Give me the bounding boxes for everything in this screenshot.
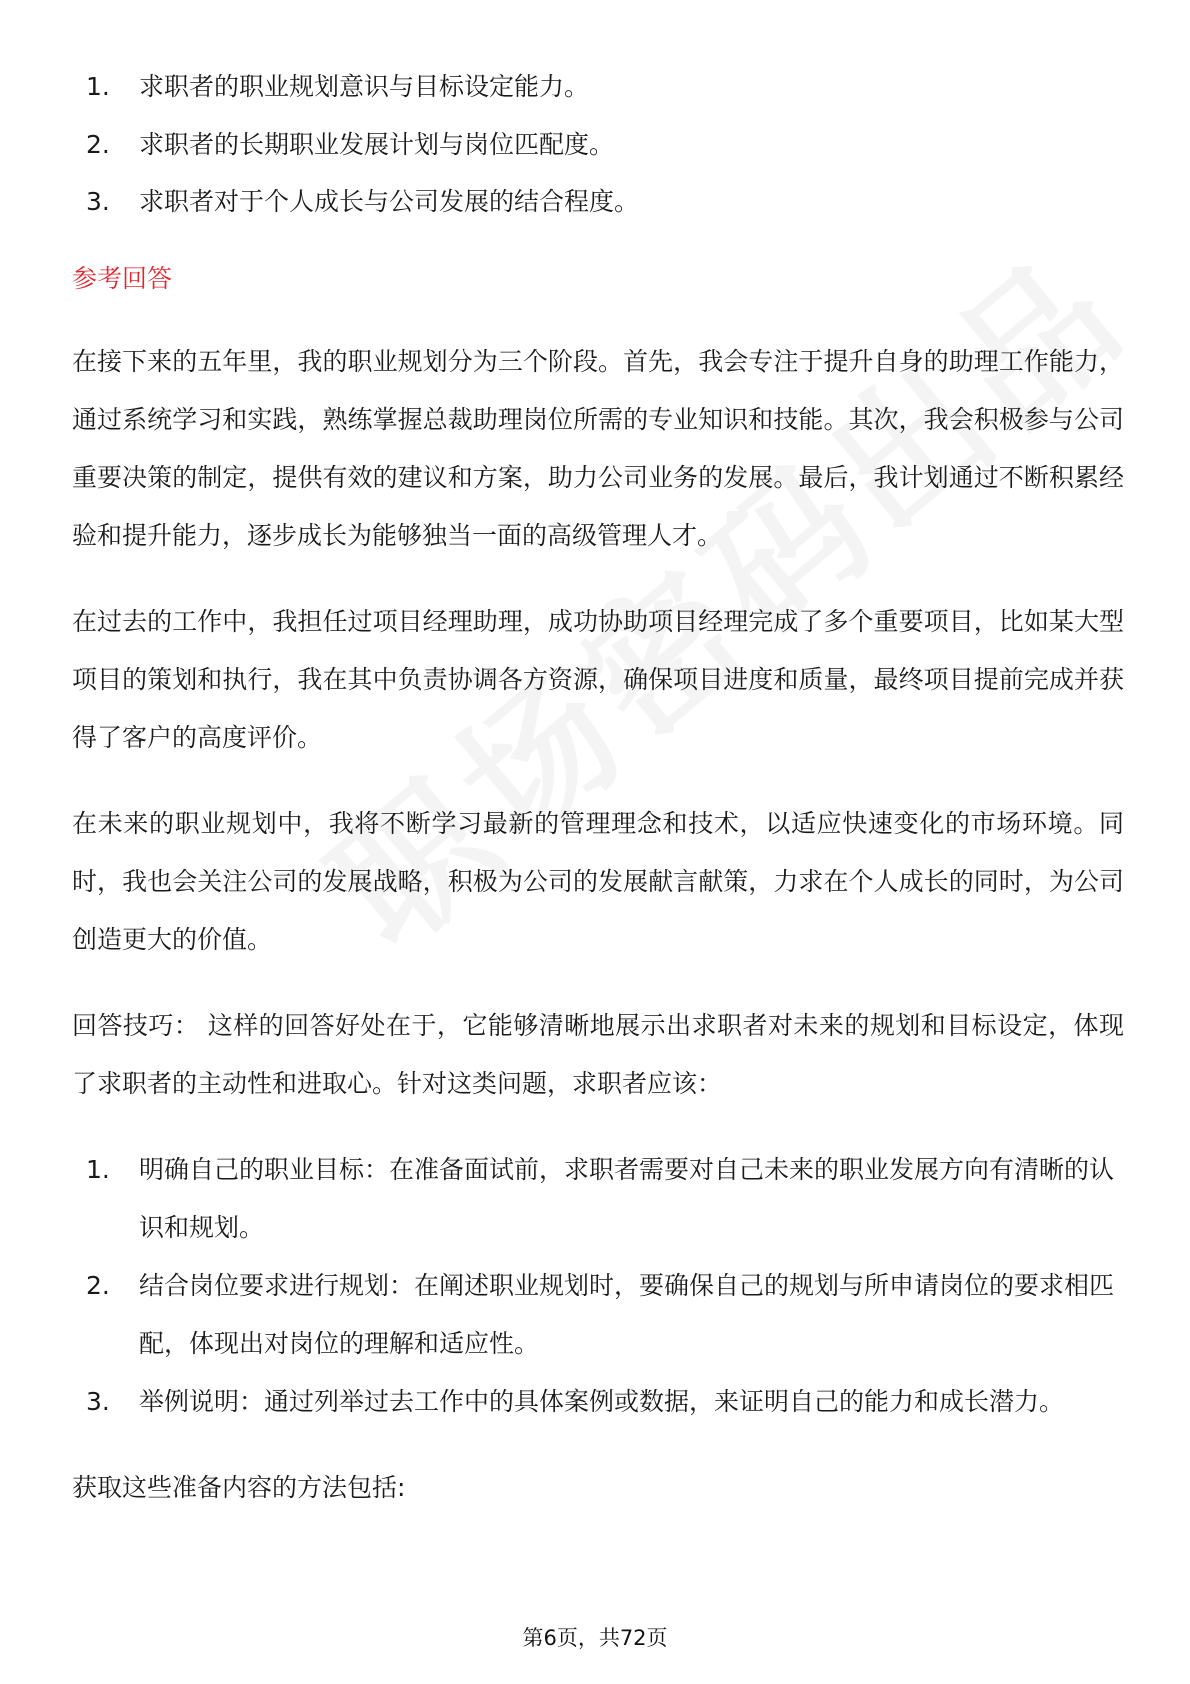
closing-line: 获取这些准备内容的方法包括: — [72, 1472, 406, 1502]
list-item — [86, 58, 1124, 116]
list-item-text: 结合岗位要求进行规划：在阐述职业规划时，要确保自己的规划与所申请岗位的要求相匹配，体现出对岗位的理解和适应性。 — [139, 1270, 1115, 1358]
list-item — [86, 173, 1124, 231]
list-item-index: 3. — [86, 187, 110, 216]
section-title-reference-answer: 参考回答 — [72, 263, 173, 293]
tips-intro-paragraph: 回答技巧： 这样的回答好处在于，它能够清晰地展示出求职者对未来的规划和目标设定，体现了求职者的主动性和进取心。针对这类问题，求职者应该： — [72, 1010, 1124, 1098]
list-item — [86, 1257, 1124, 1373]
list-item-index: 1. — [86, 1154, 110, 1184]
list-item-index: 2. — [86, 1270, 110, 1300]
list-item — [86, 1141, 1124, 1257]
answer-paragraph: 在接下来的五年里，我的职业规划分为三个阶段。首先，我会专注于提升自身的助理工作能力，通过系统学习和实践，熟练掌握总裁助理岗位所需的专业知识和技能。其次，我会积极参与公司重要决策的制定，提供有效的建议和方案，助力公司业务的发展。最后，我计划通过不断积累经验和提升能力，逐步成长为能够独当一面的高级管理人才。 — [72, 346, 1124, 550]
list-item-index: 3. — [86, 1386, 110, 1416]
list-item-text: 求职者的职业规划意识与目标设定能力。 — [139, 72, 590, 101]
answer-paragraph: 在过去的工作中，我担任过项目经理助理，成功协助项目经理完成了多个重要项目，比如某大型项目的策划和执行，我在其中负责协调各方资源，确保项目进度和质量，最终项目提前完成并获得了客户的高度评价。 — [72, 606, 1124, 752]
tips-list — [72, 1141, 1124, 1431]
list-item-text: 举例说明：通过列举过去工作中的具体案例或数据，来证明自己的能力和成长潜力。 — [139, 1386, 1065, 1416]
list-item-text: 求职者的长期职业发展计划与岗位匹配度。 — [139, 129, 615, 159]
list-item — [86, 1373, 1124, 1431]
list-item-index: 2. — [86, 129, 110, 159]
answer-paragraph: 在未来的职业规划中，我将不断学习最新的管理理念和技术，以适应快速变化的市场环境。同时，我也会关注公司的发展战略，积极为公司的发展献言献策，力求在个人成长的同时，为公司创造更大的价值。 — [72, 808, 1124, 954]
page-content — [72, 58, 1124, 1545]
assessment-points-list — [72, 58, 1124, 231]
list-item — [86, 116, 1124, 174]
list-item-index: 1. — [86, 72, 110, 101]
list-item-text: 求职者对于个人成长与公司发展的结合程度。 — [139, 187, 640, 216]
page-number-footer: 第6页，共72页 — [522, 1626, 668, 1650]
list-item-text: 明确自己的职业目标：在准备面试前，求职者需要对自己未来的职业发展方向有清晰的认识和规划。 — [139, 1154, 1115, 1242]
